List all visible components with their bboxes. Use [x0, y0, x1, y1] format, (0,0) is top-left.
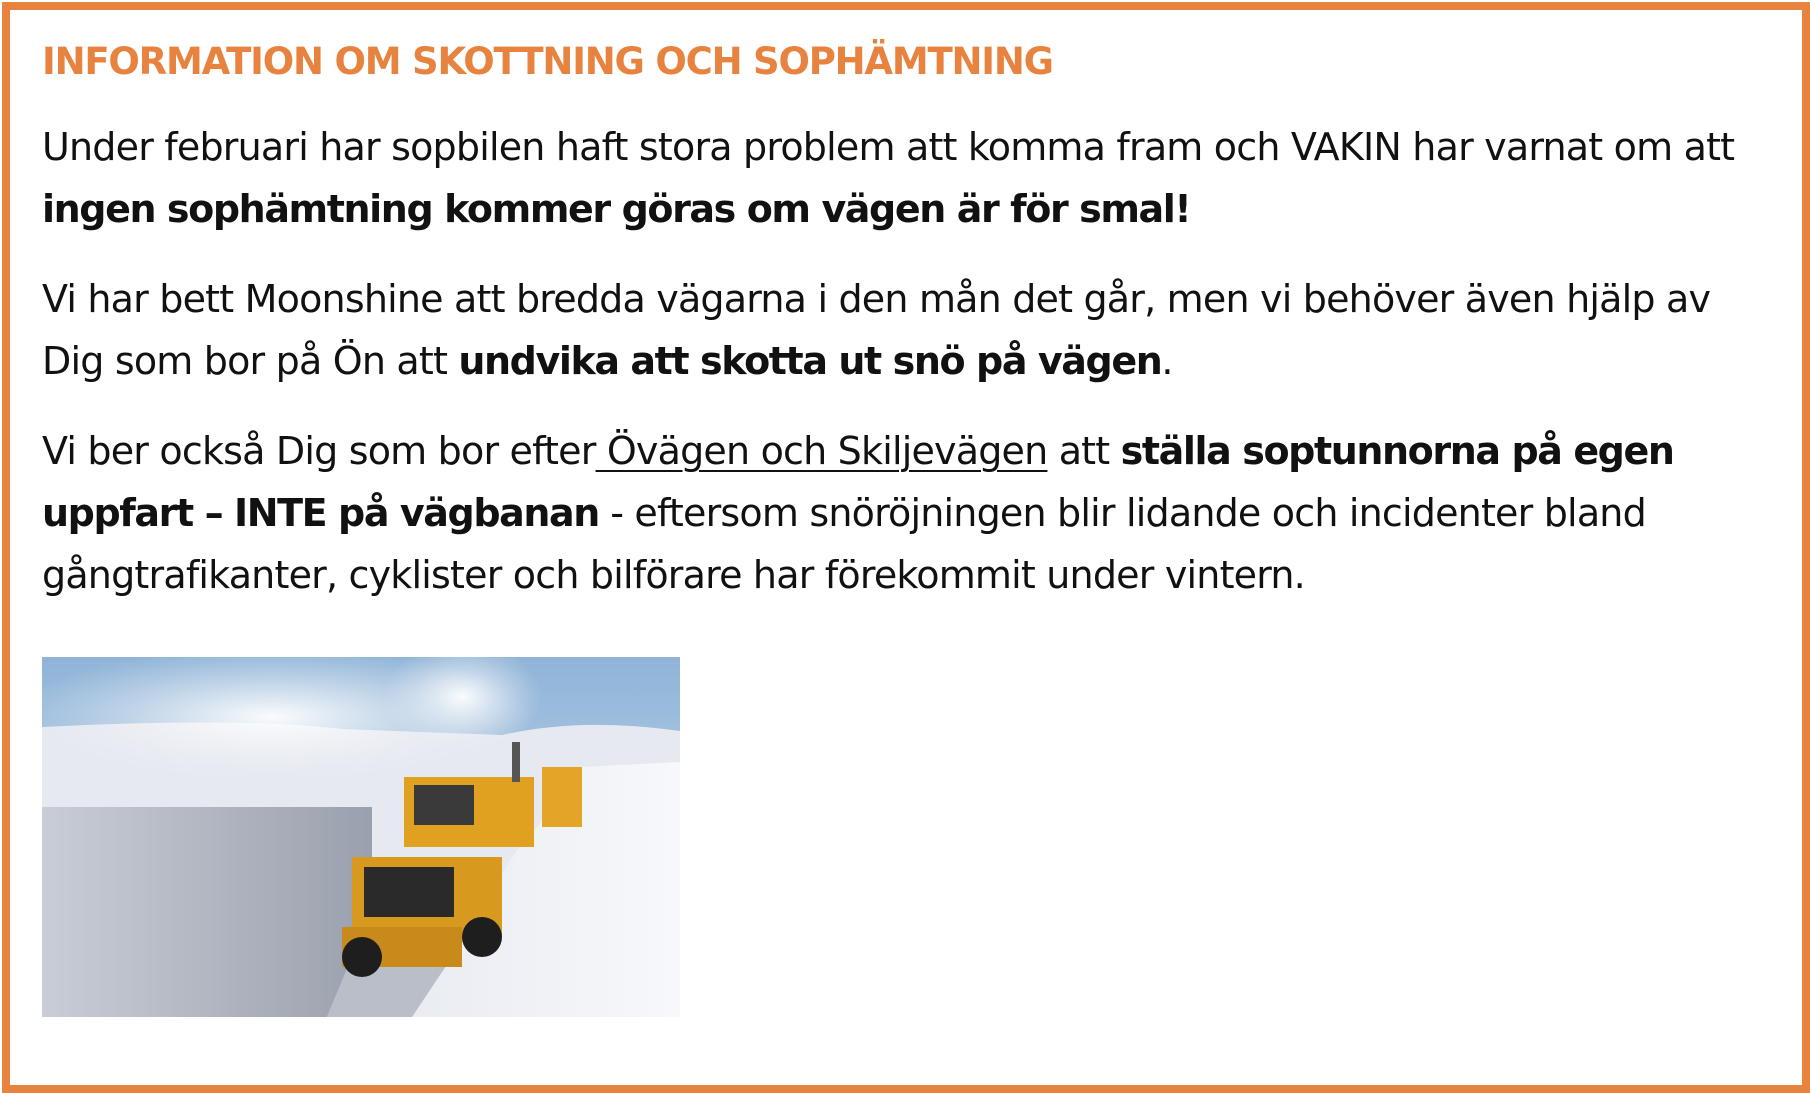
paragraph-3-text-b: att — [1047, 429, 1121, 473]
paragraph-2-end: . — [1161, 339, 1173, 383]
snowplow-illustration — [42, 657, 680, 1017]
paragraph-2-bold: undvika att skotta ut snö på vägen — [458, 339, 1162, 383]
snowplow-photo — [42, 657, 680, 1017]
paragraph-1-text: Under februari har sopbilen haft stora problem att komma fram och VAKIN har varnat om att — [42, 125, 1735, 169]
street-names: Övägen och Skiljevägen — [595, 429, 1048, 473]
notice-title: INFORMATION OM SKOTTNING OCH SOPHÄMTNING — [42, 40, 1053, 83]
paragraph-2-text: Vi har bett Moonshine att bredda vägarna i den mån det går, men vi behöver även hjälp av Dig som bor på Ön att — [42, 277, 1711, 383]
paragraph-3-text-c: - eftersom snöröjningen blir lidande och incidenter bland gångtrafikanter, cyklister och bilförare har förekommit under vintern. — [42, 491, 1646, 597]
snow-wall-left — [42, 807, 372, 1017]
paragraph-1-bold: ingen sophämtning kommer göras om vägen är för smal! — [42, 187, 1191, 231]
paragraph-soptunnor — [42, 420, 1772, 606]
paragraph-3-text-a: Vi ber också Dig som bor efter — [42, 429, 596, 473]
paragraph-sophamtning — [42, 116, 1772, 240]
paragraph-3-bold: ställa soptunnorna på egen uppfart – INTE på vägbanan — [42, 429, 1674, 535]
notice-content — [42, 32, 1772, 606]
notice-frame — [2, 2, 1810, 1093]
paragraph-skottning — [42, 268, 1772, 392]
